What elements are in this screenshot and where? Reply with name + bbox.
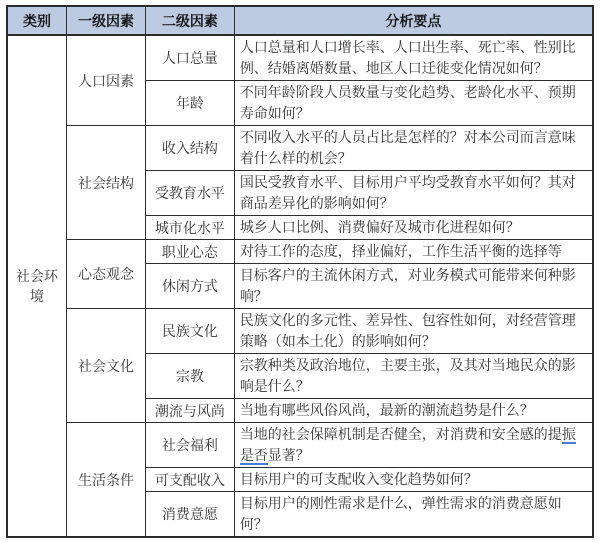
- factor-cell: 人口因素: [67, 35, 146, 126]
- table-row: [7, 423, 593, 468]
- points-cell: 对待工作的态度，择业偏好，工作生活平衡的选择等: [234, 240, 593, 264]
- table-row: [7, 35, 593, 81]
- category-cell: 社会环境: [7, 35, 67, 537]
- table-row: [7, 126, 593, 171]
- factor-cell: 社会文化: [67, 309, 146, 423]
- points-cell: 城乡人口比例、消费偏好及城市化进程如何？: [234, 216, 593, 240]
- table-row: [7, 309, 593, 354]
- analysis-table: [6, 5, 594, 538]
- header-points: 分析要点: [234, 6, 593, 35]
- points-cell: 不同收入水平的人员占比是怎样的？对本公司而言意味着什么样的机会？: [234, 126, 593, 171]
- points-cell: 目标客户的主流休闲方式，对业务模式可能带来何种影响？: [234, 264, 593, 309]
- header-subfactor: 二级因素: [145, 6, 234, 35]
- underlined-text: 振是否: [239, 426, 576, 463]
- subfactor-cell: 年龄: [145, 81, 234, 126]
- points-cell: [234, 423, 593, 468]
- header-row: [7, 6, 593, 35]
- points-cell: 人口总量和人口增长率、人口出生率、死亡率、性别比例、结婚离婚数量、地区人口迁徙变化情况如何？: [234, 35, 593, 81]
- subfactor-cell: 受教育水平: [145, 171, 234, 216]
- points-cell: 当地有哪些风俗风尚，最新的潮流趋势是什么？: [234, 399, 593, 423]
- points-cell: 不同年龄阶段人员数量与变化趋势、老龄化水平、预期寿命如何？: [234, 81, 593, 126]
- subfactor-cell: 收入结构: [145, 126, 234, 171]
- subfactor-cell: 城市化水平: [145, 216, 234, 240]
- subfactor-cell: 潮流与风尚: [145, 399, 234, 423]
- points-cell: 目标用户的刚性需求是什么，弹性需求的消费意愿如何？: [234, 492, 593, 538]
- header-category: 类别: [7, 6, 67, 35]
- points-text: 显著？: [267, 447, 310, 463]
- subfactor-cell: 民族文化: [145, 309, 234, 354]
- subfactor-cell: 消费意愿: [145, 492, 234, 538]
- table-row: [7, 240, 593, 264]
- header-factor: 一级因素: [67, 6, 146, 35]
- points-cell: 目标用户的可支配收入变化趋势如何？: [234, 468, 593, 492]
- points-cell: 宗教种类及政治地位，主要主张，及其对当地民众的影响是什么？: [234, 354, 593, 399]
- subfactor-cell: 休闲方式: [145, 264, 234, 309]
- subfactor-cell: 宗教: [145, 354, 234, 399]
- subfactor-cell: 职业心态: [145, 240, 234, 264]
- points-cell: 民族文化的多元性、差异性、包容性如何，对经营管理策略（如本土化）的影响如何？: [234, 309, 593, 354]
- factor-cell: 生活条件: [67, 423, 146, 538]
- subfactor-cell: 可支配收入: [145, 468, 234, 492]
- subfactor-cell: 社会福利: [145, 423, 234, 468]
- factor-cell: 心态观念: [67, 240, 146, 309]
- points-cell: 国民受教育水平、目标用户平均受教育水平如何？其对商品差异化的影响如何？: [234, 171, 593, 216]
- factor-cell: 社会结构: [67, 126, 146, 240]
- points-text: 当地的社会保障机制是否健全，对消费和安全感的提: [239, 426, 562, 442]
- subfactor-cell: 人口总量: [145, 35, 234, 81]
